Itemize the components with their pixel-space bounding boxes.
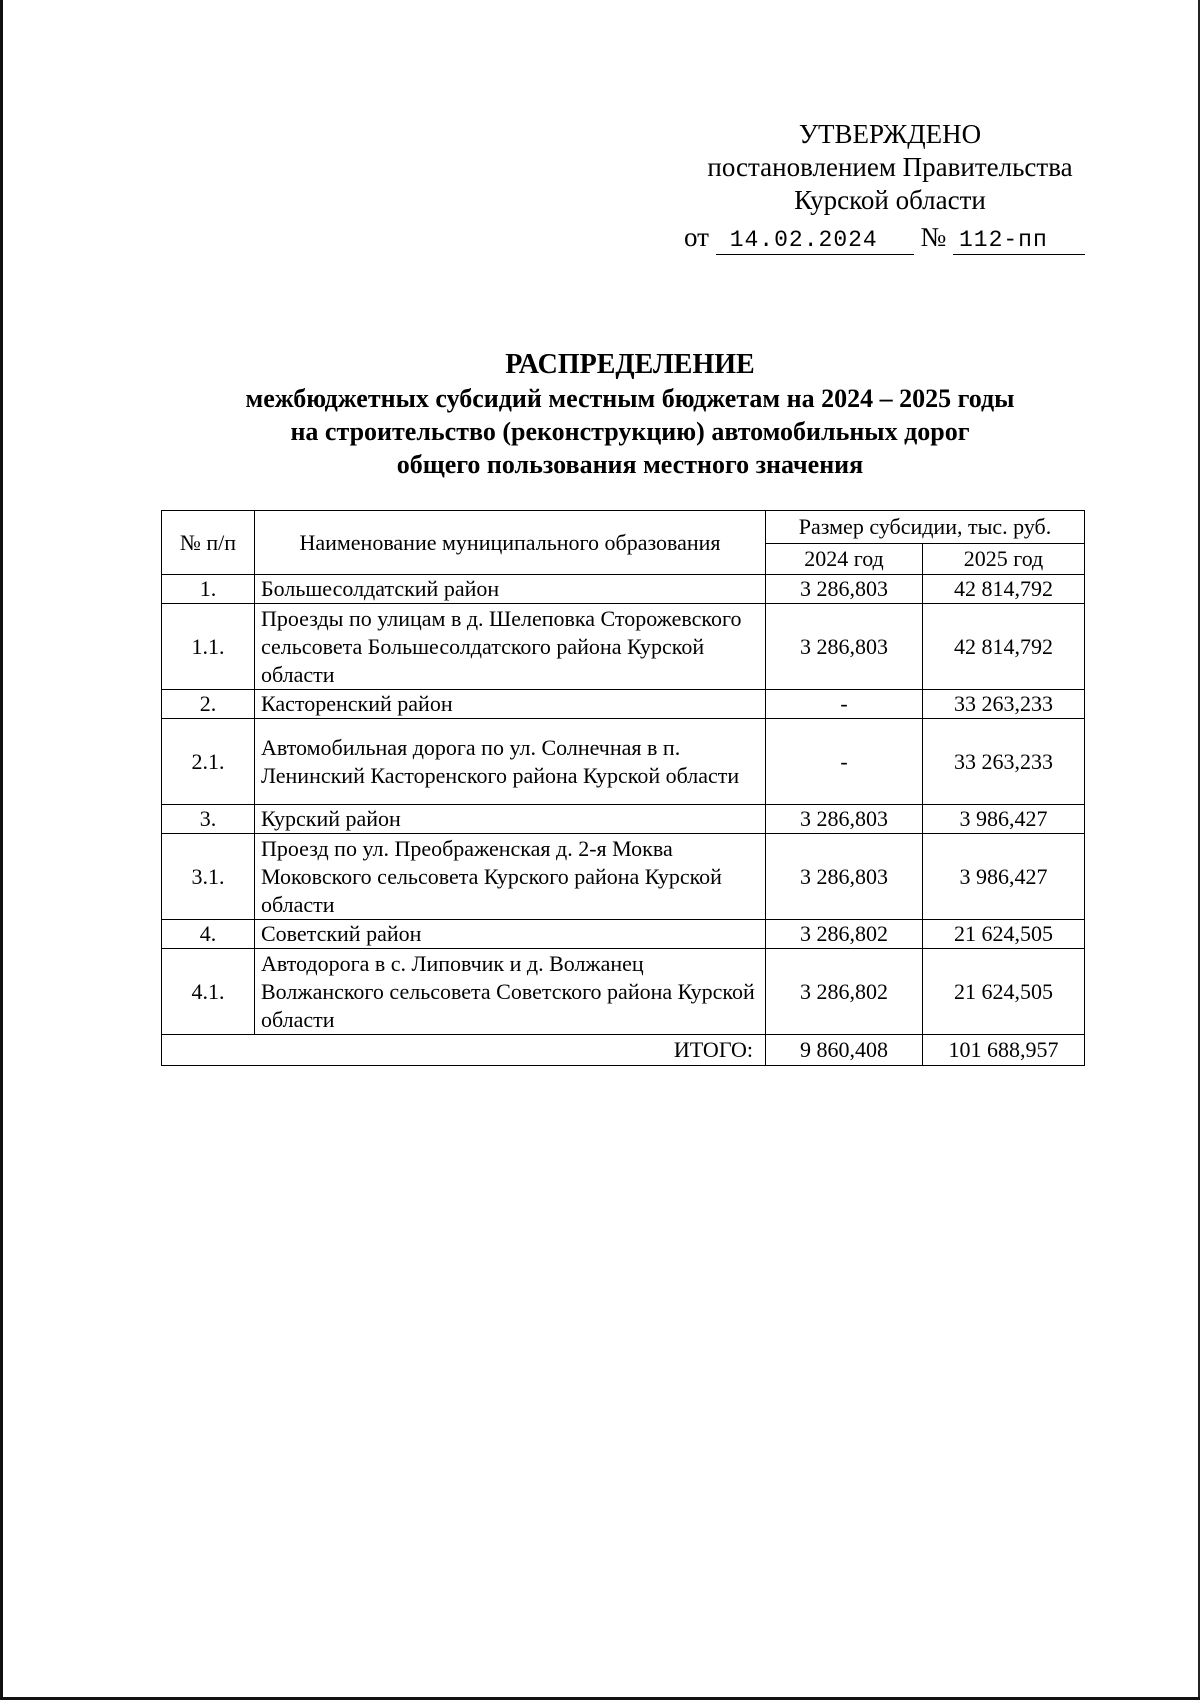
table-row <box>162 805 1085 834</box>
number-prefix: № <box>920 222 947 252</box>
table-row <box>162 920 1085 949</box>
row-2024: - <box>766 719 923 805</box>
approval-date-number <box>684 221 1085 255</box>
approval-authority: Курской области <box>794 185 986 215</box>
approval-stamp-block <box>680 118 1100 217</box>
title-line-1: межбюджетных субсидий местным бюджетам на 2024 – 2025 годы <box>245 384 1015 413</box>
row-num: 4.1. <box>162 949 255 1035</box>
header-year-2025: 2025 год <box>923 544 1085 575</box>
row-name: Автомобильная дорога по ул. Солнечная в п. Ленинский Касторенского района Курской области <box>255 719 766 805</box>
row-name: Касторенский район <box>255 690 766 719</box>
approval-heading: УТВЕРЖДЕНО <box>798 119 982 149</box>
total-label: ИТОГО: <box>162 1035 766 1066</box>
row-2025: 3 986,427 <box>923 805 1085 834</box>
row-name: Советский район <box>255 920 766 949</box>
approval-date: 14.02.2024 <box>729 227 878 253</box>
date-prefix: от <box>684 222 709 252</box>
row-2024: 3 286,803 <box>766 575 923 604</box>
total-2024: 9 860,408 <box>766 1035 923 1066</box>
row-name: Проезд по ул. Преображенская д. 2-я Моква Моковского сельсовета Курского района Курской области <box>255 834 766 920</box>
row-name: Курский район <box>255 805 766 834</box>
row-2025: 3 986,427 <box>923 834 1085 920</box>
document-title <box>120 348 1140 481</box>
title-main: РАСПРЕДЕЛЕНИЕ <box>505 349 755 380</box>
row-2025: 21 624,505 <box>923 920 1085 949</box>
row-name: Проезды по улицам в д. Шелеповка Сторожевского сельсовета Большесолдатского района Курской области <box>255 604 766 690</box>
table-row <box>162 575 1085 604</box>
approval-date-field <box>716 223 914 255</box>
table-row <box>162 719 1085 805</box>
row-num: 1.1. <box>162 604 255 690</box>
header-amount-group: Размер субсидии, тыс. руб. <box>766 511 1085 544</box>
title-line-2: на строительство (реконструкцию) автомобильных дорог <box>290 417 970 446</box>
row-num: 4. <box>162 920 255 949</box>
table-row <box>162 690 1085 719</box>
header-year-2024: 2024 год <box>766 544 923 575</box>
row-num: 1. <box>162 575 255 604</box>
row-num: 2.1. <box>162 719 255 805</box>
row-2025: 42 814,792 <box>923 604 1085 690</box>
row-2025: 33 263,233 <box>923 719 1085 805</box>
row-2024: 3 286,802 <box>766 920 923 949</box>
row-name: Большесолдатский район <box>255 575 766 604</box>
row-2024: - <box>766 690 923 719</box>
row-2024: 3 286,803 <box>766 834 923 920</box>
row-2024: 3 286,803 <box>766 805 923 834</box>
table-total-row <box>162 1035 1085 1066</box>
approval-number-field <box>953 223 1085 255</box>
table-row <box>162 604 1085 690</box>
row-2025: 33 263,233 <box>923 690 1085 719</box>
scan-edge-left <box>0 0 3 1700</box>
row-name: Автодорога в с. Липовчик и д. Волжанец Волжанского сельсовета Советского района Курской области <box>255 949 766 1035</box>
row-2024: 3 286,803 <box>766 604 923 690</box>
approval-number: 112-пп <box>958 227 1048 253</box>
header-name: Наименование муниципального образования <box>255 511 766 575</box>
subsidy-table <box>161 510 1085 1066</box>
table-header-row <box>162 511 1085 544</box>
title-line-3: общего пользования местного значения <box>396 450 864 479</box>
row-num: 2. <box>162 690 255 719</box>
header-num: № п/п <box>162 511 255 575</box>
total-2025: 101 688,957 <box>923 1035 1085 1066</box>
table-row <box>162 834 1085 920</box>
row-2025: 21 624,505 <box>923 949 1085 1035</box>
row-2024: 3 286,802 <box>766 949 923 1035</box>
approval-by-decree: постановлением Правительства <box>707 152 1073 182</box>
row-num: 3. <box>162 805 255 834</box>
row-num: 3.1. <box>162 834 255 920</box>
table-row <box>162 949 1085 1035</box>
row-2025: 42 814,792 <box>923 575 1085 604</box>
